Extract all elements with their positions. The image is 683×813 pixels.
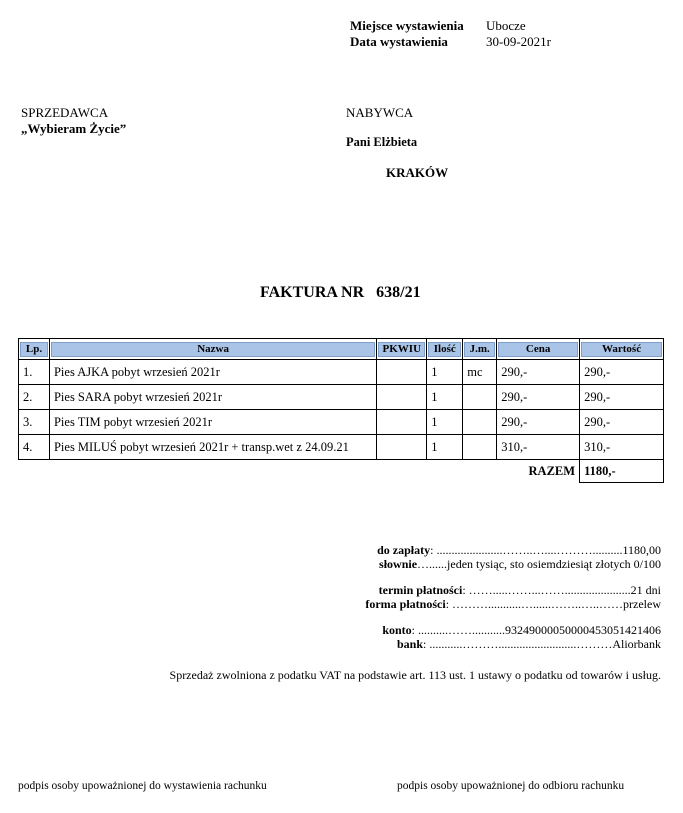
term-value: : …….....……...……......................21 dni — [462, 583, 661, 597]
cell-lp: 4. — [19, 435, 50, 460]
due-row — [365, 543, 661, 557]
cell-pkwiu — [377, 385, 427, 410]
issue-info — [350, 18, 551, 50]
cell-price: 310,- — [497, 435, 580, 460]
account-label: konto — [382, 623, 412, 637]
term-label: termin płatności — [378, 583, 463, 597]
cell-pkwiu — [377, 435, 427, 460]
cell-qty: 1 — [427, 435, 463, 460]
receiver-signature-label: podpis osoby upoważnionej do odbioru rachunku — [397, 780, 625, 792]
cell-name: Pies SARA pobyt wrzesień 2021r — [49, 385, 376, 410]
bank-row — [365, 637, 661, 651]
cell-lp: 1. — [19, 360, 50, 385]
invoice-title: FAKTURA NR 638/21 — [260, 284, 421, 301]
cell-value: 290,- — [580, 360, 664, 385]
term-row — [365, 583, 661, 597]
cell-price: 290,- — [497, 385, 580, 410]
seller-label: SPRZEDAWCA — [21, 105, 109, 120]
issue-place-value: Ubocze — [486, 18, 526, 33]
cell-value: 290,- — [580, 385, 664, 410]
due-label: do zapłaty — [377, 543, 431, 557]
cell-name: Pies TIM pobyt wrzesień 2021r — [49, 410, 376, 435]
total-value: 1180,- — [580, 460, 664, 483]
table-row — [19, 435, 664, 460]
words-label: słownie — [379, 557, 418, 571]
cell-name: Pies MILUŚ pobyt wrzesień 2021r + transp.wet z 24.09.21 — [49, 435, 376, 460]
header-jm: J.m. — [463, 339, 497, 360]
total-row — [19, 460, 664, 483]
header-lp: Lp. — [19, 339, 50, 360]
words-value: …......jeden tysiąc, sto osiemdziesiąt złotych 0/100 — [417, 557, 661, 571]
buyer-name: Pani Elżbieta — [346, 135, 418, 149]
total-label: RAZEM — [528, 463, 576, 478]
method-label: forma płatności — [365, 597, 446, 611]
header-cena: Cena — [497, 339, 580, 360]
table-row — [19, 410, 664, 435]
method-row — [365, 597, 661, 611]
seller-name: „Wybieram Życie” — [21, 121, 127, 136]
account-row — [365, 623, 661, 637]
cell-price: 290,- — [497, 410, 580, 435]
issue-date-label: Data wystawienia — [350, 34, 448, 49]
cell-unit — [463, 435, 497, 460]
table-row — [19, 360, 664, 385]
cell-unit: mc — [463, 360, 497, 385]
cell-pkwiu — [377, 410, 427, 435]
table-header-row — [19, 339, 664, 360]
cell-value: 290,- — [580, 410, 664, 435]
seller-block — [21, 105, 126, 137]
issue-date-value: 30-09-2021r — [486, 34, 551, 49]
words-row — [365, 557, 661, 571]
cell-lp: 3. — [19, 410, 50, 435]
header-nazwa: Nazwa — [49, 339, 376, 360]
buyer-city: KRAKÓW — [386, 165, 449, 180]
method-value: : ………...........…......……..…..……przelew — [445, 597, 661, 611]
issue-date-row — [350, 34, 551, 50]
cell-unit — [463, 410, 497, 435]
account-value: : ..........……...........93249000050000453051421406 — [411, 623, 661, 637]
items-table — [18, 338, 664, 483]
due-value: : ......................……..…....………..........1180,00 — [430, 543, 661, 557]
cell-pkwiu — [377, 360, 427, 385]
header-wartosc: Wartość — [580, 339, 664, 360]
issue-place-label: Miejsce wystawienia — [350, 18, 464, 33]
cell-name: Pies AJKA pobyt wrzesień 2021r — [49, 360, 376, 385]
cell-price: 290,- — [497, 360, 580, 385]
issuer-signature-label: podpis osoby upoważnionej do wystawienia rachunku — [18, 780, 267, 792]
vat-note: Sprzedaż zwolniona z podatku VAT na podstawie art. 113 ust. 1 ustawy o podatku od towarów i usług. — [169, 668, 661, 682]
cell-qty: 1 — [427, 360, 463, 385]
header-ilosc: Ilość — [427, 339, 463, 360]
table-row — [19, 385, 664, 410]
buyer-label: NABYWCA — [346, 105, 414, 120]
issue-place-row — [350, 18, 551, 34]
header-pkwiu: PKWIU — [377, 339, 427, 360]
cell-qty: 1 — [427, 410, 463, 435]
bank-label: bank — [396, 637, 423, 651]
cell-qty: 1 — [427, 385, 463, 410]
bank-value: : ...........………..........................………Aliorbank — [423, 637, 661, 651]
payment-block — [365, 543, 661, 651]
cell-unit — [463, 385, 497, 410]
cell-lp: 2. — [19, 385, 50, 410]
cell-value: 310,- — [580, 435, 664, 460]
